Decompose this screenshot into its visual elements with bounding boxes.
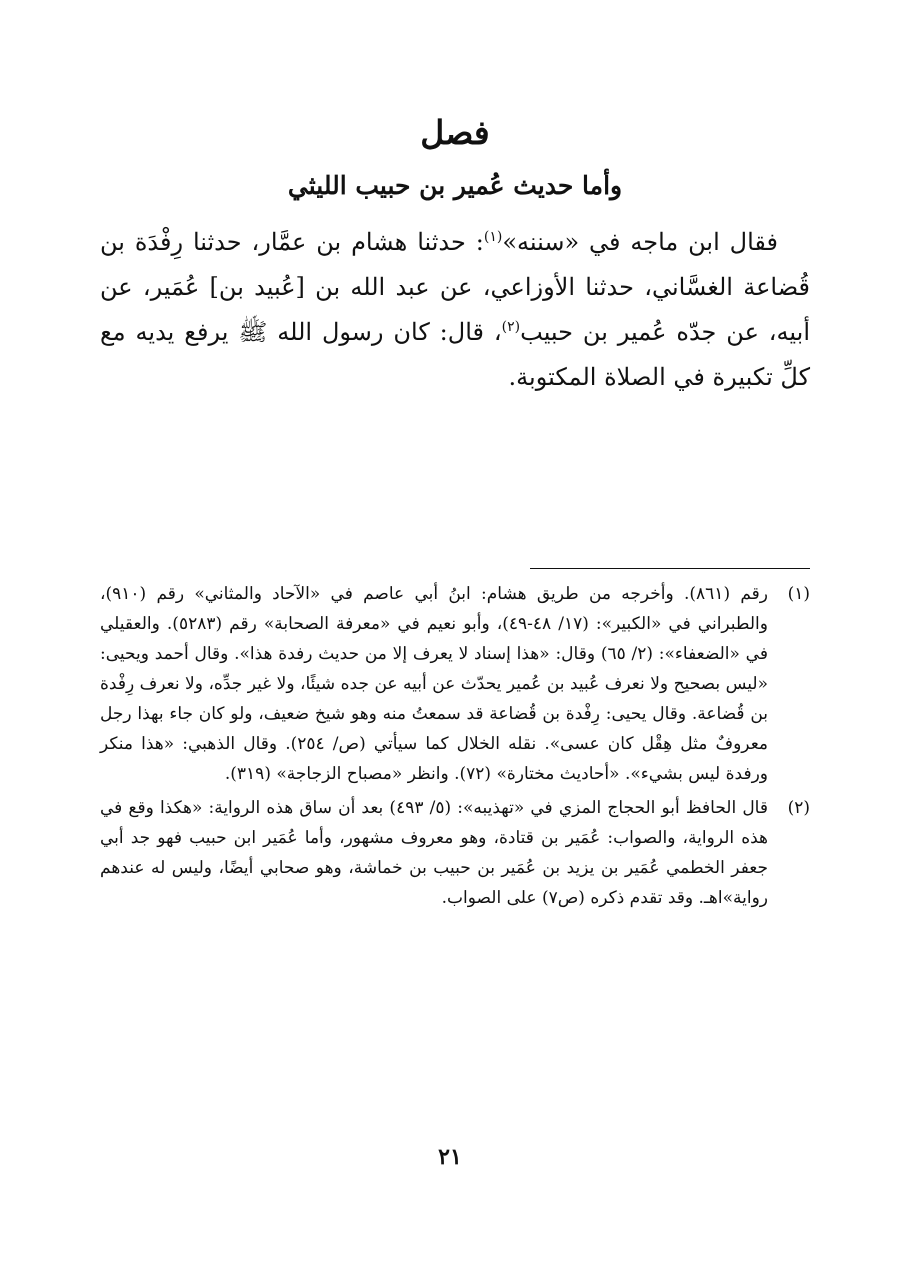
page-number: ٢١ <box>438 1144 462 1170</box>
spacer <box>100 400 810 568</box>
footnote-2 <box>100 793 810 913</box>
main-text-part-1: فقال ابن ماجه في «سننه» <box>502 228 779 256</box>
chapter-title: فصل <box>420 113 490 152</box>
page-content <box>100 110 810 917</box>
main-paragraph <box>100 220 810 400</box>
footnote-divider <box>530 568 810 569</box>
footnote-1 <box>100 579 810 789</box>
main-text-part-2: : حدثنا هشام بن عمَّار، حدثنا رِفْدَة بن قُضاعة الغسَّاني، حدثنا الأوزاعي، عن عبد الله بن [عُبيد بن] عُمَير، عن أبيه، عن جدّه عُمير بن حبيب <box>100 228 810 346</box>
footnote-reference-2[interactable]: (٢) <box>501 319 521 335</box>
footnote-1-number: (١) <box>787 584 810 604</box>
footnote-2-number: (٢) <box>787 798 810 818</box>
main-text-part-3: ، قال: كان رسول الله ﷺ يرفع يديه مع كلِّ تكبيرة في الصلاة المكتوبة. <box>100 318 810 391</box>
section-title: وأما حديث عُمير بن حبيب الليثي <box>287 171 623 200</box>
footnote-reference-1[interactable]: (١) <box>483 229 503 245</box>
footnote-1-text: رقم (٨٦١). وأخرجه من طريق هشام: ابنُ أبي عاصم في «الآحاد والمثاني» رقم (٩١٠)، والطبراني في «الكبير»: (١٧/ ٤٨-٤٩)، وأبو نعيم في «معرفة الصحابة» رقم (٥٢٨٣). والعقيلي في «الضعفاء»: (٢/ ٦٥) وقال: «هذا إسناد لا يعرف إلا من حديث رفدة هذا». وقال أحمد ويحيى: «ليس بصحيح ولا نعرف عُبيد بن عُمير يحدّث عن أبيه عن جده شيئًا، ولا غير جدِّه، ولا نعرف رِفْدة بن قُضاعة. وقال يحيى: رِفْدة بن قُضاعة قد سمعتُ منه وهو شيخ ضعيف، ولو كان جاء بهذا رجل معروفٌ مثل هِقْل كان عسى». نقله الخلال كما سيأتي (ص/ ٢٥٤). وقال الذهبي: «هذا منكر ورفدة ليس بشيء». «أحاديث مختارة» (٧٢). وانظر «مصباح الزجاجة» (٣١٩). <box>100 584 768 784</box>
footnote-2-text: قال الحافظ أبو الحجاج المزي في «تهذيبه»: (٥/ ٤٩٣) بعد أن ساق هذه الرواية: «هكذا وقع في هذه الرواية، والصواب: عُمَير بن قتادة، وهو معروف مشهور، وأما عُمَير ابن حبيب فهو جد أبي جعفر الخطمي عُمَير بن يزيد بن عُمَير بن حبيب بن خماشة، وهو صحابي أيضًا، وليس له عندهم رواية»اهـ. وقد تقدم ذكره (ص٧) على الصواب. <box>100 798 768 908</box>
